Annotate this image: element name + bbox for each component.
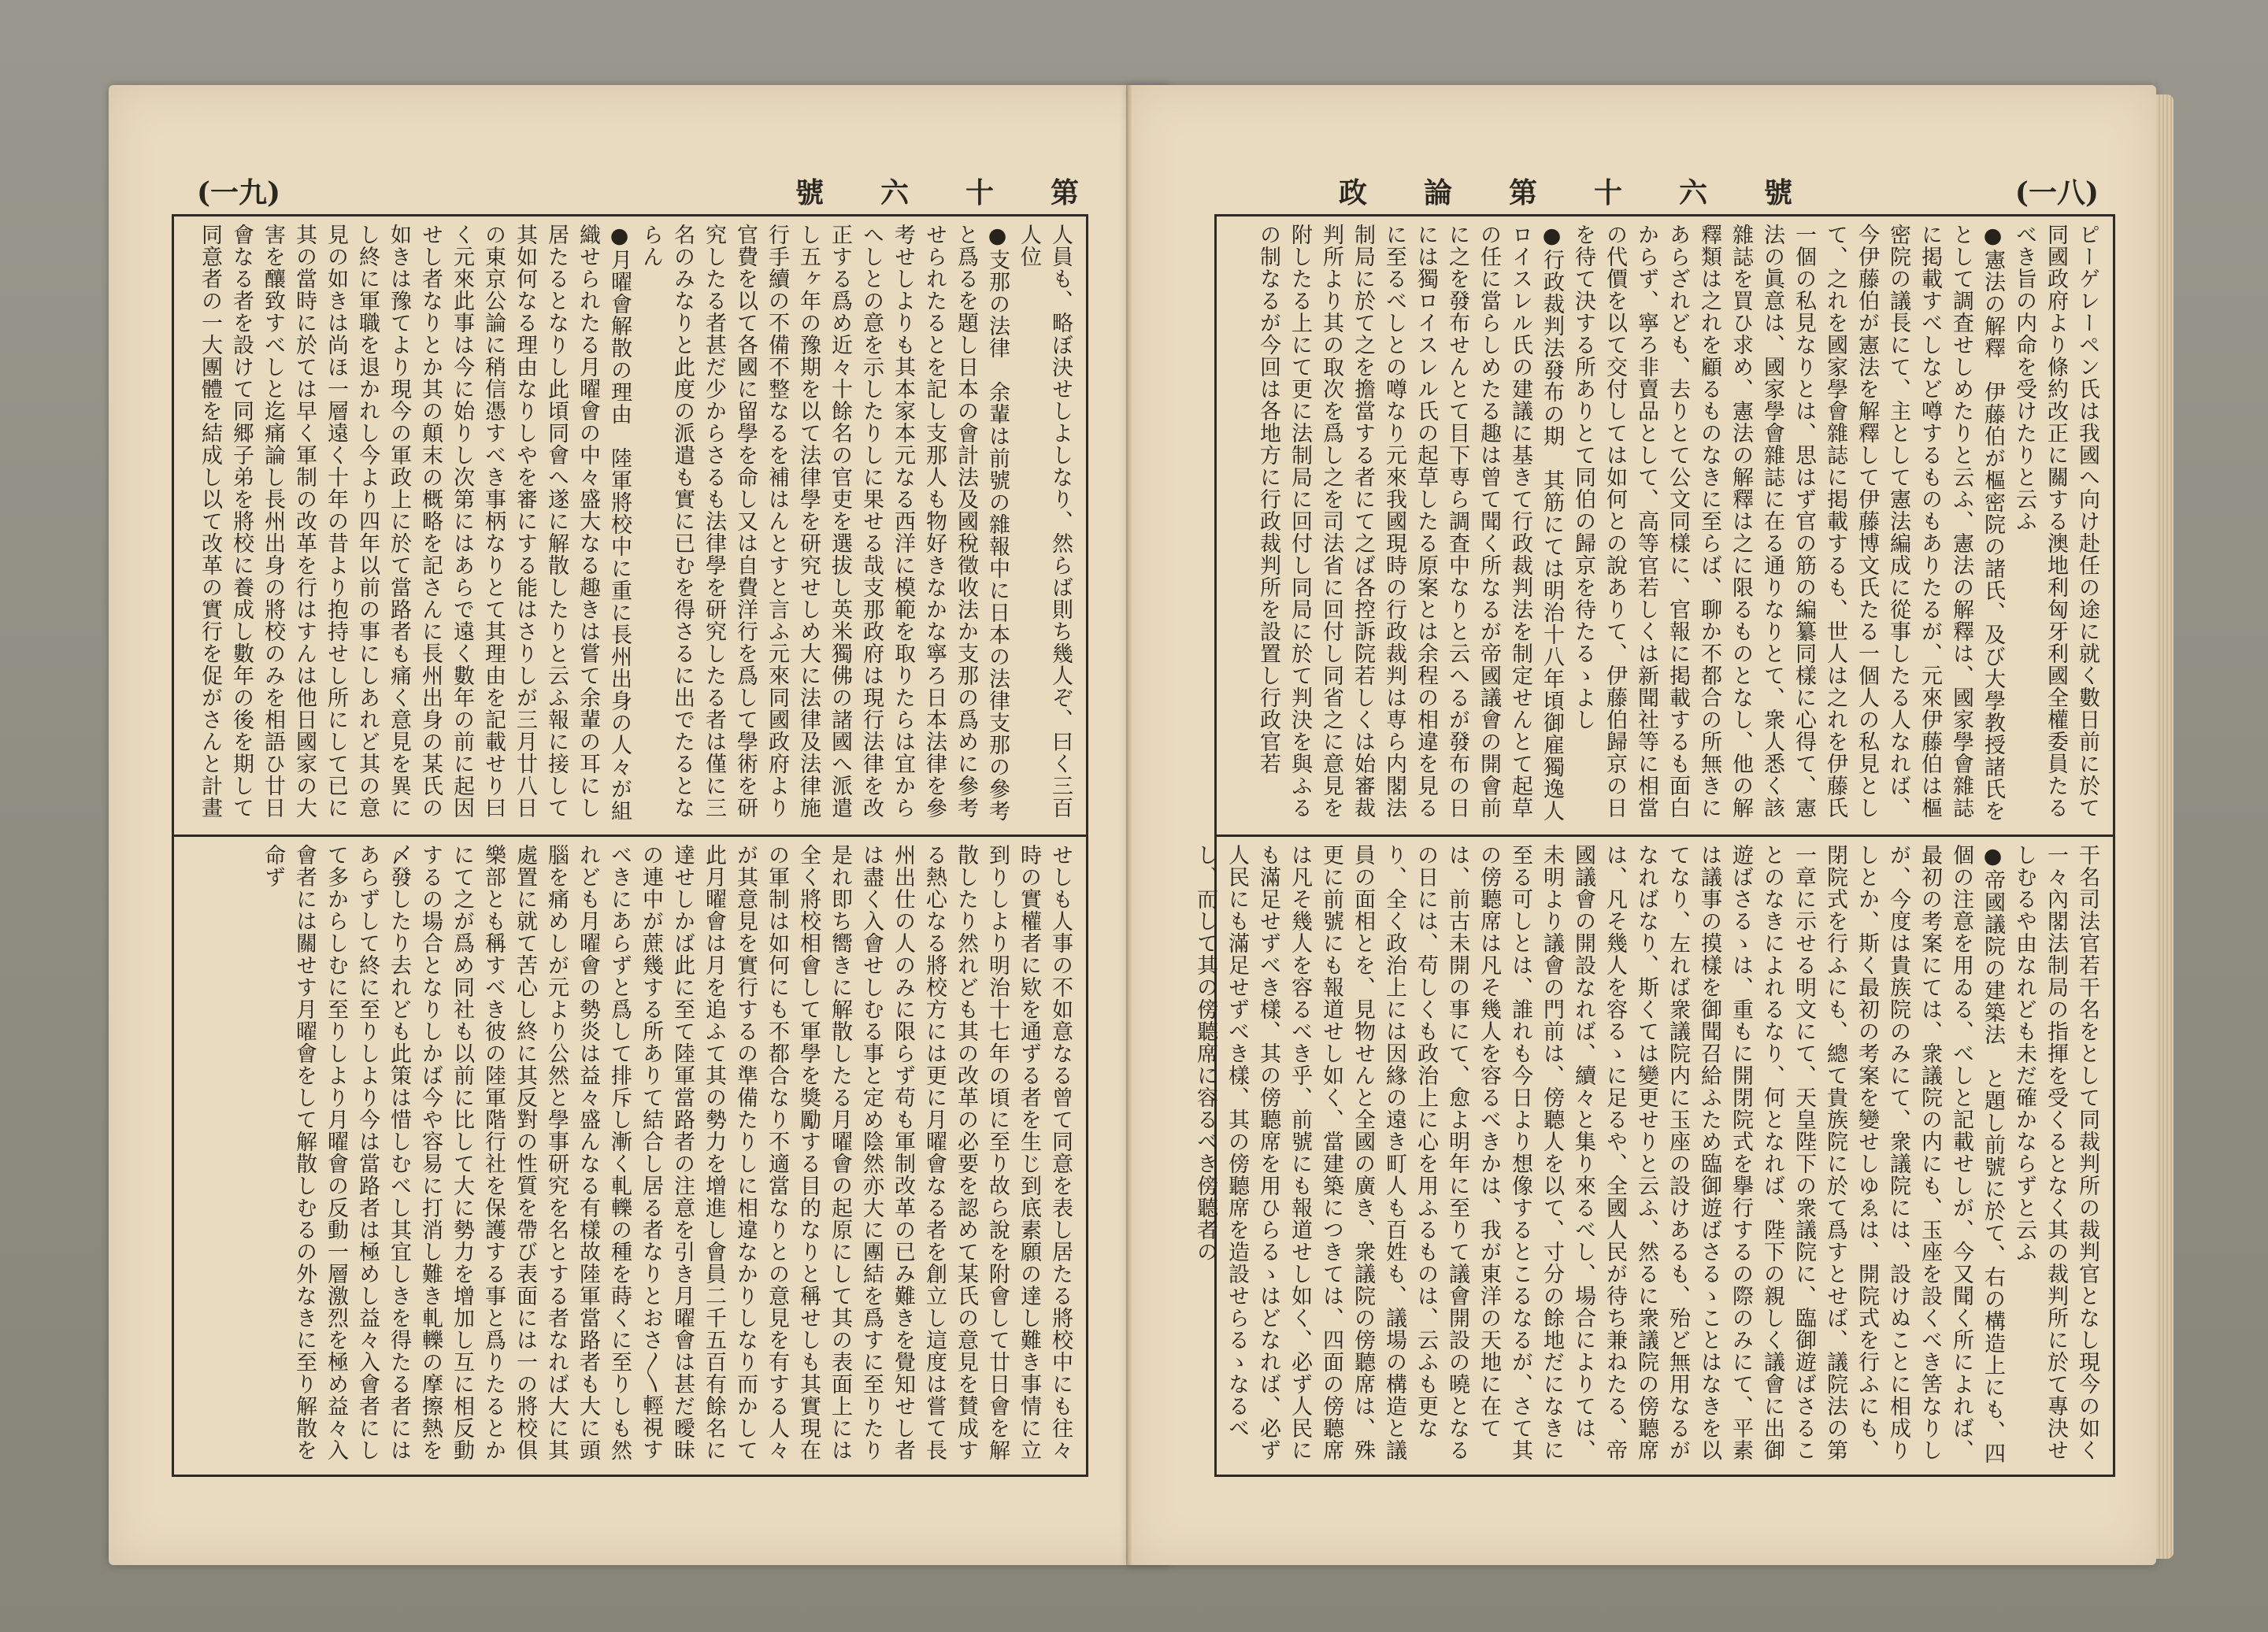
article-text: 人員も、略ぼ決せしよしなり、然らば則ち幾人ぞ、曰く三百人位 — [1017, 224, 1073, 819]
left-page-header — [197, 173, 1079, 208]
article-text: ●行政裁判法發布の期 其筋にては明治十八年頃御雇獨逸人ロイスレル氏の建議に基きて行政裁判法を制定せんとて起草の任に當らしめたる趣は曾て聞く所なるが帝國議會の開會前に之を發布せんとて目下専ら調査中なりと云へるが發布の日には獨ロイスレル氏の起草したる原案とは余程の相違を見るに至るべしとの噂なり元來我國現時の行政裁判は専ら内閣法制局に於て之を擔當する者にて之ば各控訴院若しくは始審裁判所より其の取次を爲し之を司法省に回付し同省之に意見を附したる上にて更に法制局に回付し同局に於て判決を與ふるの制なるが今回は各地方に行政裁判所を設置し行政官若 — [1256, 224, 1564, 822]
article-text: ●支那の法律 余輩は前號の雜報中に日本の法律支那の參考と爲るを題し日本の會計法及國稅徵收法か支那の爲めに參考せられたるとを記し支那人も物好きなかな寧ろ日本法律を參考せしよりも其本家本元なる西洋に模範を取りたらは宜からへしとの意を示したりしに果せる哉支那政府は現行法律を改正する爲め近々十餘名の官吏を選拔し英米獨佛の諸國へ派遣し五ヶ年の豫期を以て法律學を研究せしめ大に法律及法律施行手續の不備不整なるを補はんとすと言ふ元來同國政府より官費を以て各國に留學を命し又は自費洋行を爲して學術を研究したる者甚だ少からさるも法律學を研究したる者は僅に三名のみなりと此度の派遣も實に已むを得さるに出でたるとならん — [639, 224, 1010, 822]
left-upper-tier — [181, 224, 1076, 827]
right-lower-tier — [1193, 844, 2103, 1466]
left-page-number: (一九) — [197, 176, 281, 209]
left-tier-divider — [172, 835, 1088, 837]
article-text: ●帝國議院の建築法 と題し前號に於て、右の構造上にも、四個の注意を用ゐる、べしと記載せしが、今又聞く所によれば、最初の考案にては、衆議院の内にも、玉座を設くべき筈なりしが、今度は貴族院のみにて、衆議院には、設けぬことに相成りしとか、斯く最初の考案を變せしゆゑは、開院式を行ふにも、閉院式を行ふにも、總て貴族院に於て爲すとせば、議院法の第一章に示せる明文にて、天皇陛下の衆議院に、臨御遊ばさることのなきによれるなり、何となれば、陛下の親しく議會に出御遊ばさるゝは、重もに開閉院式を擧行するの際のみにて、平素は議事の摸樣を御聞召給ふため臨御遊ばさるゝことはなきを以てなり、左れば衆議院内に玉座の設けあるも、殆ど無用なるがなればなり、斯くては變更せりと云ふ、然るに衆議院の傍聽席は、凡そ幾人を容るゝに足るや、全國人民が待ち兼ねたる、帝國議會の開設なれば、續々と集り來るべし、場合によりては、未明より議會の門前は、傍聽人を以て、寸分の餘地だになきに至る可しとは、誰れも今日より想像するとこるなるが、さて其の傍聽席は凡そ幾人を容るべきかは、我が東洋の天地に在ては、前古未開の事にて、愈よ明年に至りて議會開設の曉となるの日には、苟しくも政治上に心を用ふるものは、云ふも更なり、全く政治上には因緣の遠き町人も百姓も、議場の構造と議員の面相とを、見物せんと全國の廣き、衆議院の傍聽席は、殊更に前號にも報道せし如く、當建築につきては、四面の傍聽席は凡そ幾人を容るべき乎、前號にも報道せし如く、必ず人民にも滿足せずべき樣、其の傍聽席を用ひらるゝはどなれば、必ず人民にも滿足せずべき樣、其の傍聽席を造設せらるゝなるべし、而して其の傍聽席に容るべき傍聽者の — [1193, 844, 2005, 1464]
right-upper-tier — [1224, 224, 2103, 827]
article-text: せしも人事の不如意なる曾て同意を表し居たる將校中にも往々時の實權者に欵を通ずる者を生じ到底素願の達し難き事情に立到りしより明治十七年の頃に至り故ら說を附會して廿日會を解散したり然れども其の改革の必要を認めて某氏の意見を賛成する熱心なる將校方には更に月曜會なる者を創立し這度は嘗て長州出仕の人のみに限らず苟も軍制改革の已み難きを覺知せし者は盡く入會せしむる事と定め陰然亦大に團結を爲すに至りたり是れ即ち嚮きに解散したる月曜會の起原にして其の表面上には全く將校相會して軍學を獎勵する目的なりと稱せしも其實現在の軍制は如何にも不都合なり不適當なりとの意見を有する人々が其意見を實行するの準備たりしに相違なかりしなり而かして此月曜會は月を追ふて其の勢力を增進し會員二千五百有餘名に達せしかば此に至て陸軍當路者の注意を引き月曜會は甚だ曖昧の連中が蔗幾する所ありて結合し居る者なりとおさ〳〵輕視すべきにあらずと爲して排斥し漸く軋轢の種を蒔くに至りしも然れども月曜會の勢炎は益々盛んなる有樣故陸軍當路者も大に頭腦を痛めしが元より公然と學事研究を名とする者なれば大に其處置に就て苦心し終に其反對の性質を帶び表面には一の將校俱樂部とも稱すべき彼の陸軍階行社を保護する事と爲りたるとかにて之が爲め同社も以前に比して大に勢力を增加し互に相反動するの場合となりしかば今や容易に打消し難き軋轢の摩擦熱を〆發したり去れども此策は惜しむべし其宜しきを得たる者にはあらずして終に至りしより今は當路者は極めし益々入會者にして多からしむに至りしより月曜會の反動一層激烈を極め益々入會者には關せす月曜會をして解散しむるの外なきに至り解散を命ず — [261, 844, 1073, 1461]
article-text: 干名司法官若干名をとして同裁判所の裁判官となし現今の如く一々內閣法制局の指揮を受くるとなく其の裁判所に於て專決せしむるや由なれども未だ確かならずと云ふ — [2012, 844, 2099, 1461]
left-running-title: 號 六 十 第 — [795, 176, 1079, 209]
right-tier-divider — [1214, 835, 2115, 837]
left-lower-tier — [181, 844, 1076, 1466]
book-gutter — [1126, 85, 1132, 1565]
right-running-title: 政 論 第 十 六 號 — [1339, 176, 1793, 209]
page-edges — [2156, 94, 2174, 1559]
article-text: ●月曜會解散の理由 陸軍將校中に重に長州出身の人々が組織せられたる月曜會の中々盛大なる趣きは嘗て余輩の耳にし居たるとなりし此頃同會へ遂に解散したりと云ふ報に接して其如何なる理由なりしやを審にする能はさりしが三月廿八日の東京公論に稍信憑すべき事柄なりとて其理由を記載せり曰く元來此事は今に始りし次第にはあらで遠く數年の前に起因せし者なりとか其の顛末の概略を記さんに長州出身の某氏の如きは豫てより現今の軍政上に於て當路者も痛く意見を異にし終に軍職を退かれし今より四年以前の事にしあれど其の意見の如きは尚ほ一層遠く十年の昔より抱持せし所にして已に其の當時に於ては早く軍制の改革を行はすんは他日國家の大害を釀致すべしと迄痛論し長州出身の將校のみを相語ひ廿日會なる者を設けて同郷子弟を將校に養成し數年の後を期して同意者の一大團體を結成し以て改革の實行を促がさんと計畫 — [198, 224, 632, 822]
article-text: ピーゲレーペン氏は我國へ向け赴任の途に就く數日前に於て同國政府より條約改正に關する澳地利匈牙利國全權委員たるべき旨の内命を受けたりと云ふ — [2012, 224, 2099, 819]
right-page-header — [1339, 173, 2099, 208]
article-text: ●憲法の解釋 伊藤伯が樞密院の諸氏、及び大學教授諸氏をとして調査せしめたりと云ふ、憲法の解釋は、國家學會雜誌に掲載すべしなど噂するものもありたるが、元來伊藤伯は樞密院の議長にて、主として憲法編成に從事したる人なれば、今伊藤伯が憲法を解釋して伊藤博文氏たる一個人の私見として、之れを國家學會雜誌に掲載するも、世人は之れを伊藤氏一個の私見なりとは、思はず官の筋の編纂同樣に心得て、憲法の眞意は、國家學會雜誌に在る通りなりとて、衆人悉く該雜誌を買ひ求め、憲法の解釋は之に限るものとなし、他の解釋類は之れを顧るものなきに至らば、聊か不都合の所無きにあらざれども、去りとて公文同樣に、官報に掲載するも面白からず、寧ろ非賣品として、高等官若しくは新聞社等に相當の代價を以て交付しては如何との說ありて、伊藤伯歸京の日を待て決する所ありとて同伯の歸京を待たるゝよし — [1571, 224, 2005, 822]
right-page-number: (一八) — [2014, 176, 2099, 209]
